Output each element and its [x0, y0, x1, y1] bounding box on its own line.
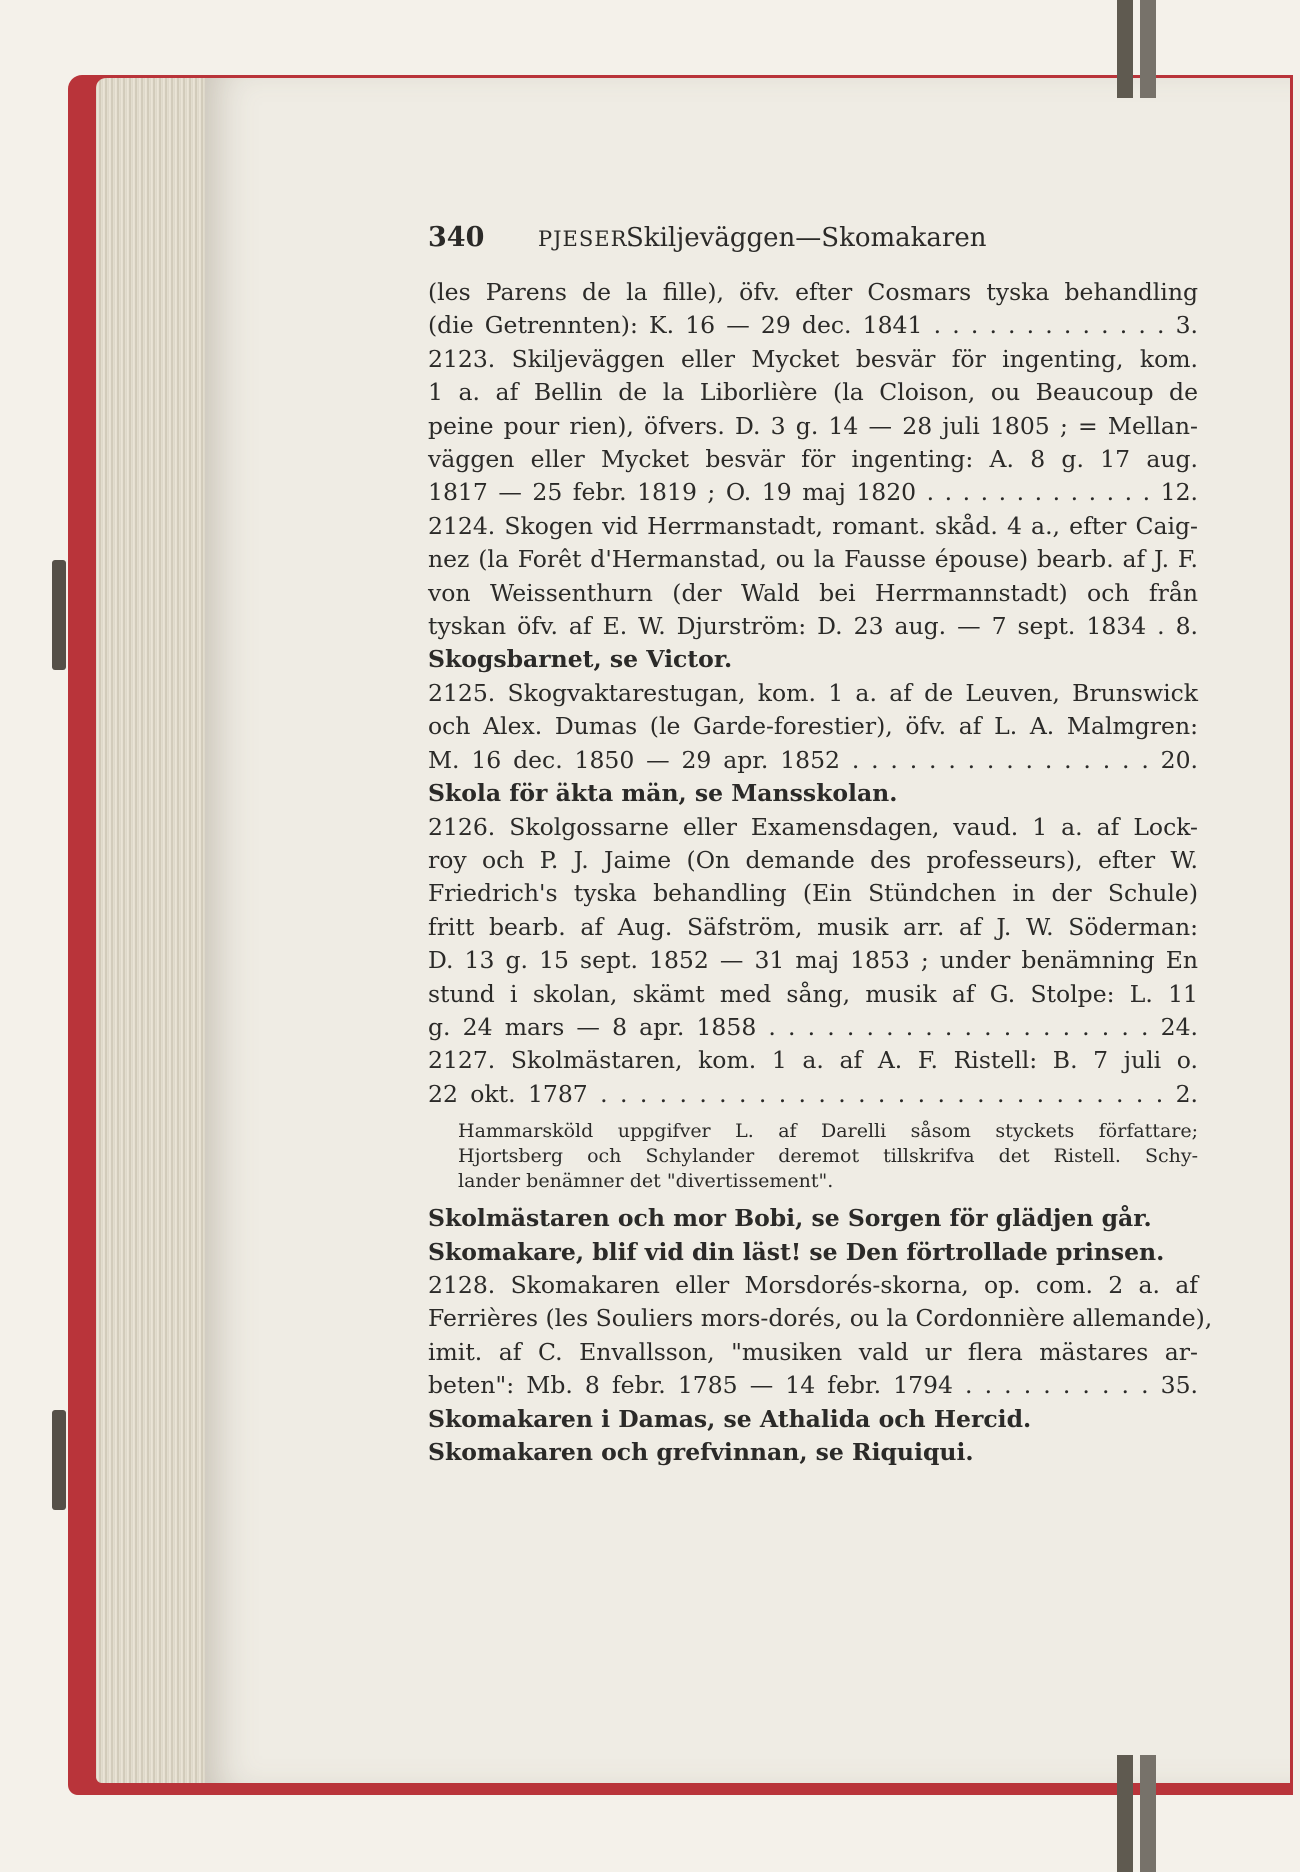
text-line: och Alex. Dumas (le Garde-forestier), öfv. af L. A. Malmgren:: [428, 712, 1198, 741]
cross-reference: Skogsbarnet, se Victor.: [428, 645, 733, 674]
binding-strap: [52, 560, 66, 670]
text-line: g. 24 mars — 8 apr. 1858 . . . . . . . . . . . . . . . . . . . . 24.: [428, 1012, 1198, 1041]
running-title: Skiljeväggen—Skomakaren: [626, 223, 987, 253]
text-line: roy och P. J. Jaime (On demande des professeurs), efter W.: [428, 845, 1198, 874]
text-line: Friedrich's tyska behandling (Ein Stündchen in der Schule): [428, 879, 1198, 908]
bookmark-ribbon: [1117, 0, 1133, 98]
text-line: stund i skolan, skämt med sång, musik af G. Stolpe: L. 11: [428, 979, 1198, 1008]
page-edges: [96, 78, 216, 1783]
text-line: 2126. Skolgossarne eller Examensdagen, vaud. 1 a. af Lock-: [428, 812, 1198, 841]
text-line: M. 16 dec. 1850 — 29 apr. 1852 . . . . . . . . . . . . . . . . 20.: [428, 745, 1198, 774]
text-line: 2124. Skogen vid Herrmanstadt, romant. skåd. 4 a., efter Caig-: [428, 511, 1198, 540]
cross-reference: Skomakaren i Damas, se Athalida och Hercid.: [428, 1404, 1032, 1433]
text-line: (les Parens de la fille), öfv. efter Cosmars tyska behandling: [428, 278, 1198, 306]
page-number: 340: [428, 222, 485, 253]
text-line: Ferrières (les Souliers mors-dorés, ou la Cordonnière allemande),: [428, 1304, 1213, 1333]
text-line: 2128. Skomakaren eller Morsdorés-skorna, op. com. 2 a. af: [428, 1270, 1198, 1299]
text-line: 2123. Skiljeväggen eller Mycket besvär för ingenting, kom.: [428, 344, 1198, 373]
text-line: fritt bearb. af Aug. Säfström, musik arr. af J. W. Söderman:: [428, 912, 1198, 941]
text-line: beten": Mb. 8 febr. 1785 — 14 febr. 1794 . . . . . . . . . . 35.: [428, 1371, 1198, 1400]
text-line: väggen eller Mycket besvär för ingenting: A. 8 g. 17 aug.: [428, 445, 1198, 474]
section-label: PJESER.: [538, 227, 636, 251]
text-line: 1817 — 25 febr. 1819 ; O. 19 maj 1820 . . . . . . . . . . . . . 12.: [428, 478, 1198, 507]
text-line: D. 13 g. 15 sept. 1852 — 31 maj 1853 ; under benämning En: [428, 946, 1198, 975]
cross-reference: Skomakare, blif vid din läst! se Den förtrollade prinsen.: [428, 1237, 1165, 1266]
bookmark-ribbon: [1140, 0, 1156, 98]
text-line: 1 a. af Bellin de la Liborlière (la Cloison, ou Beaucoup de: [428, 378, 1198, 407]
footnote-line: Hammarsköld uppgifver L. af Darelli såsom styckets författare;: [458, 1120, 1198, 1143]
text-line: von Weissenthurn (der Wald bei Herrmannstadt) och från: [428, 578, 1198, 607]
footnote-line: lander benämner det "divertissement".: [458, 1170, 834, 1193]
bookmark-ribbon: [1140, 1755, 1156, 1872]
bookmark-ribbon: [1117, 1755, 1133, 1872]
text-line: 2125. Skogvaktarestugan, kom. 1 a. af de Leuven, Brunswick: [428, 678, 1198, 707]
text-line: 2127. Skolmästaren, kom. 1 a. af A. F. Ristell: B. 7 juli o.: [428, 1046, 1198, 1075]
text-line: nez (la Forêt d'Hermanstad, ou la Fausse épouse) bearb. af J. F.: [428, 545, 1198, 574]
text-line: peine pour rien), öfvers. D. 3 g. 14 — 28 juli 1805 ; = Mellan-: [428, 411, 1198, 440]
text-line: imit. af C. Envallsson, "musiken vald ur flera mästares ar-: [428, 1337, 1198, 1366]
text-line: 22 okt. 1787 . . . . . . . . . . . . . . . . . . . . . . . . . . . . . 2.: [428, 1079, 1198, 1108]
text-line: (die Getrennten): K. 16 — 29 dec. 1841 . . . . . . . . . . . . . 3.: [428, 311, 1198, 340]
cross-reference: Skomakaren och grefvinnan, se Riquiqui.: [428, 1438, 974, 1466]
running-head: [428, 222, 1198, 262]
binding-strap: [52, 1410, 66, 1510]
footnote-line: Hjortsberg och Schylander deremot tillskrifva det Ristell. Schy-: [458, 1145, 1198, 1168]
page-text: [428, 222, 1213, 1469]
cross-reference: Skola för äkta män, se Mansskolan.: [428, 779, 898, 808]
text-line: tyskan öfv. af E. W. Djurström: D. 23 aug. — 7 sept. 1834 . 8.: [428, 612, 1198, 641]
cross-reference: Skolmästaren och mor Bobi, se Sorgen för glädjen går.: [428, 1204, 1152, 1233]
